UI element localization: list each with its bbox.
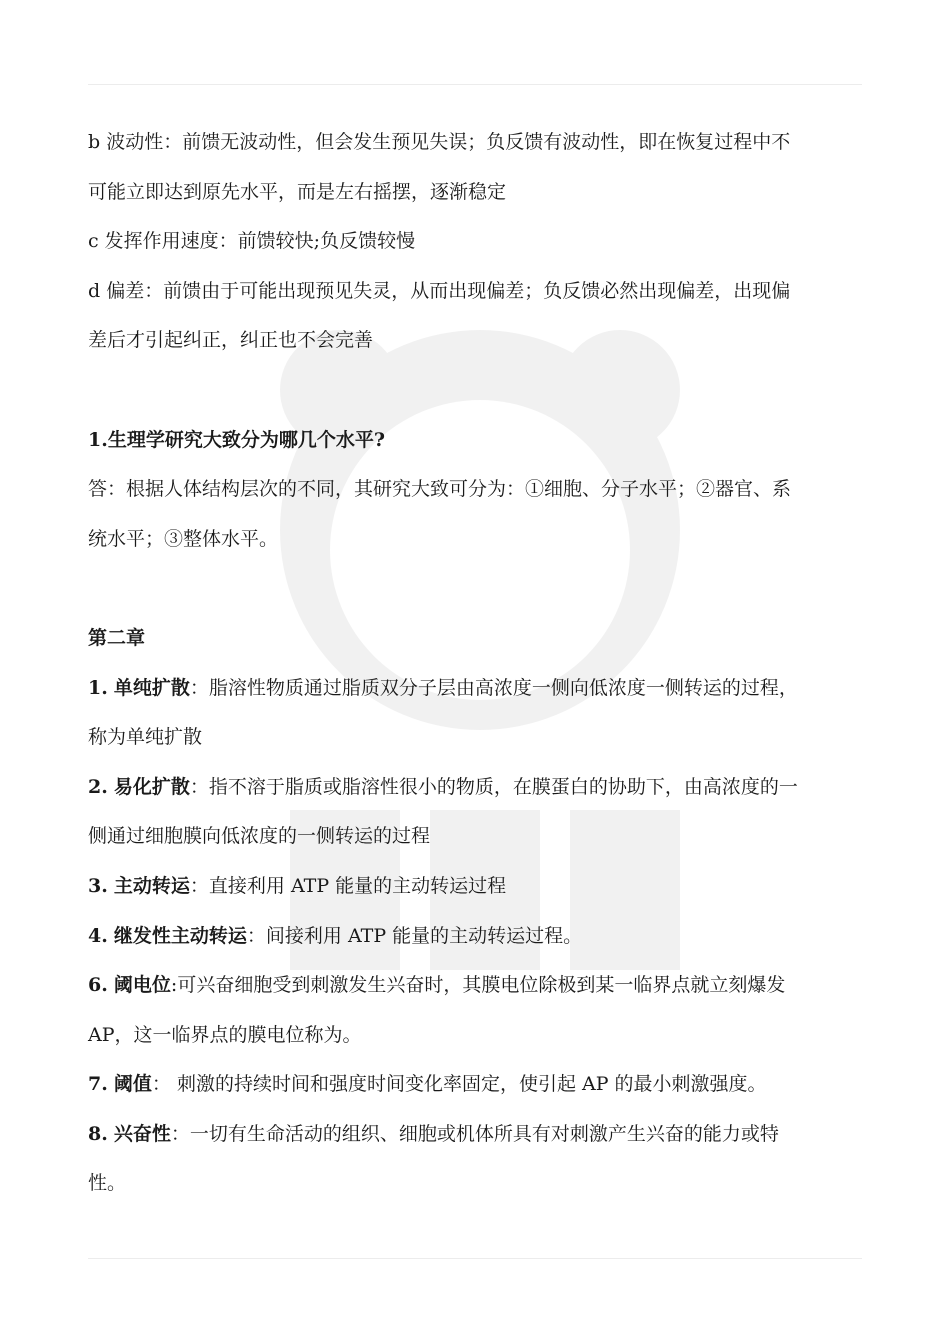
item-colon: ：: [189, 874, 209, 897]
item-colon: ：: [151, 1073, 171, 1096]
header-rule: [88, 84, 862, 85]
item-number: 1.: [88, 676, 108, 699]
definition-item: [88, 1110, 868, 1160]
item-definition: 直接利用 ATP 能量的主动转运过程: [208, 874, 507, 897]
feedback-c-line: c 发挥作用速度：前馈较快;负反馈较慢: [88, 230, 416, 253]
item-term: 易化扩散: [113, 775, 190, 798]
item-term: 主动转运: [113, 874, 190, 897]
item-number: 2.: [88, 775, 108, 798]
definition-item: [88, 862, 868, 912]
item-number: 8.: [88, 1122, 108, 1145]
item-definition: 间接利用 ATP 能量的主动转运过程。: [265, 924, 583, 947]
item-definition-continued: 称为单纯扩散: [88, 726, 203, 749]
item-term: 单纯扩散: [113, 676, 190, 699]
item-definition-continued: 侧通过细胞膜向低浓度的一侧转运的过程: [88, 825, 431, 848]
spacer: [88, 564, 868, 614]
definition-item: [88, 664, 868, 714]
definition-item: [88, 763, 868, 813]
spacer: [88, 366, 868, 416]
item-term: 兴奋性: [113, 1122, 171, 1145]
item-number: 4.: [88, 924, 108, 947]
definition-item: [88, 961, 868, 1011]
item-colon: ：: [189, 775, 209, 798]
document-body: [88, 118, 868, 1209]
item-term: 继发性主动转运: [113, 924, 247, 947]
feedback-d-line-2: 差后才引起纠正，纠正也不会完善: [88, 329, 374, 352]
feedback-d-line-1: d 偏差：前馈由于可能出现预见失灵，从而出现偏差；负反馈必然出现偏差，出现偏: [88, 279, 791, 302]
item-definition: 脂溶性物质通过脂质双分子层由高浓度一侧向低浓度一侧转运的过程，: [208, 676, 798, 699]
item-definition-continued: 性。: [88, 1172, 127, 1195]
item-definition: 指不溶于脂质或脂溶性很小的物质，在膜蛋白的协助下，由高浓度的一: [208, 775, 798, 798]
item-definition-continued: AP，这一临界点的膜电位称为。: [88, 1023, 362, 1046]
item-definition: 一切有生命活动的组织、细胞或机体所具有对刺激产生兴奋的能力或特: [189, 1122, 779, 1145]
item-definition: 刺激的持续时间和强度时间变化率固定，使引起 AP 的最小刺激强度。: [170, 1073, 767, 1096]
item-definition: 可兴奋细胞受到刺激发生兴奋时，其膜电位除极到某一临界点就立刻爆发: [177, 974, 786, 997]
definition-item: [88, 912, 868, 962]
item-colon: :: [170, 974, 178, 997]
item-number: 6.: [88, 974, 108, 997]
item-colon: ：: [189, 676, 209, 699]
item-colon: ：: [246, 924, 266, 947]
item-number: 3.: [88, 874, 108, 897]
item-term: 阈电位: [113, 974, 171, 997]
item-colon: ：: [170, 1122, 190, 1145]
definition-item: [88, 1060, 868, 1110]
feedback-b-line-2: 可能立即达到原先水平，而是左右摇摆，逐渐稳定: [88, 180, 507, 203]
chapter-title: 第二章: [88, 626, 146, 649]
feedback-b-line-1: b 波动性：前馈无波动性，但会发生预见失误；负反馈有波动性，即在恢复过程中不: [88, 131, 791, 153]
item-term: 阈值: [113, 1073, 152, 1096]
question-title: 1.生理学研究大致分为哪几个水平?: [88, 428, 385, 451]
item-number: 7.: [88, 1073, 108, 1096]
answer-line-1: 答：根据人体结构层次的不同，其研究大致可分为：①细胞、分子水平；②器官、系: [88, 478, 792, 501]
answer-line-2: 统水平；③整体水平。: [88, 527, 279, 550]
footer-rule: [88, 1258, 862, 1259]
